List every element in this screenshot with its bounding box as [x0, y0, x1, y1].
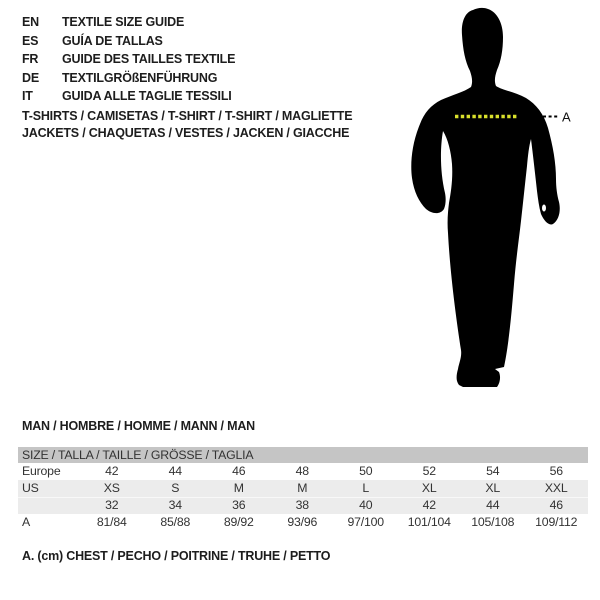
size-cell: 50 — [359, 464, 373, 478]
size-cell: 40 — [359, 498, 373, 512]
size-cell: 93/96 — [287, 515, 318, 529]
size-table — [18, 447, 588, 531]
row-label: A — [22, 515, 31, 529]
row-label — [18, 497, 80, 514]
thumb-notch — [542, 205, 546, 212]
language-row — [22, 32, 235, 51]
apparel-line-jackets: JACKETS / CHAQUETAS / VESTES / JACKEN / GIACCHE — [22, 126, 350, 141]
size-cell: 109/112 — [535, 515, 578, 529]
table-row-numeric — [18, 497, 588, 514]
size-cell: 105/108 — [471, 515, 515, 529]
size-cell: 89/92 — [223, 515, 254, 529]
size-cell: 56 — [549, 464, 563, 478]
size-cell: 81/84 — [96, 515, 127, 529]
size-cell: M — [297, 481, 308, 495]
size-cell: M — [233, 481, 244, 495]
size-cell: 54 — [486, 464, 500, 478]
size-cell: L — [362, 481, 370, 495]
size-cell: XL — [485, 481, 501, 495]
language-list — [22, 13, 235, 106]
lang-label: GUIDA ALLE TAGLIE TESSILI — [62, 89, 232, 104]
row-label: US — [22, 481, 39, 495]
size-cell: 38 — [295, 498, 309, 512]
apparel-line-tshirts: T-SHIRTS / CAMISETAS / T-SHIRT / T-SHIRT / MAGLIETTE — [22, 109, 353, 123]
lang-code: EN — [22, 15, 39, 29]
lang-label: GUÍA DE TALLAS — [62, 33, 163, 48]
size-cell: 46 — [549, 498, 563, 512]
size-cell: 48 — [295, 464, 309, 478]
size-cell: 42 — [105, 464, 119, 478]
size-cell: 32 — [105, 498, 119, 512]
apparel-categories — [22, 108, 352, 143]
man-figure — [395, 0, 600, 400]
man-silhouette — [411, 8, 559, 387]
lang-label: TEXTILGRÖßENFÜHRUNG — [62, 70, 218, 85]
lang-code: ES — [22, 33, 39, 48]
lang-code: DE — [22, 70, 39, 85]
language-row — [22, 13, 235, 32]
lang-label: TEXTILE SIZE GUIDE — [62, 15, 185, 29]
table-row-chest — [18, 514, 588, 531]
lang-code: FR — [22, 52, 39, 67]
table-row-us — [18, 480, 588, 497]
chest-marker-label: A — [562, 109, 571, 125]
size-cell: 42 — [422, 498, 436, 512]
lang-code: IT — [22, 89, 33, 104]
lang-label: GUIDE DES TAILLES TEXTILE — [62, 52, 236, 67]
row-label: Europe — [22, 464, 61, 478]
size-cell: 44 — [168, 464, 182, 478]
size-cell: 46 — [232, 464, 246, 478]
table-row-europe — [18, 463, 588, 480]
section-title: MAN / HOMBRE / HOMME / MANN / MAN — [22, 419, 255, 433]
footnote: A. (cm) CHEST / PECHO / POITRINE / TRUHE / PETTO — [22, 549, 331, 563]
size-cell: 97/100 — [347, 515, 384, 529]
size-cell: 85/88 — [160, 515, 191, 529]
size-cell: 34 — [168, 498, 182, 512]
language-row — [22, 69, 235, 88]
size-cell: 101/104 — [407, 515, 451, 529]
table-header: SIZE / TALLA / TAILLE / GRÖSSE / TAGLIA — [18, 447, 588, 463]
language-row — [22, 50, 235, 69]
size-cell: 36 — [232, 498, 246, 512]
size-cell: 44 — [486, 498, 500, 512]
size-cell: S — [171, 481, 180, 495]
size-cell: XS — [103, 481, 120, 495]
size-cell: XXL — [544, 481, 568, 495]
language-row — [22, 87, 235, 106]
size-cell: XL — [421, 481, 437, 495]
size-cell: 52 — [422, 464, 436, 478]
